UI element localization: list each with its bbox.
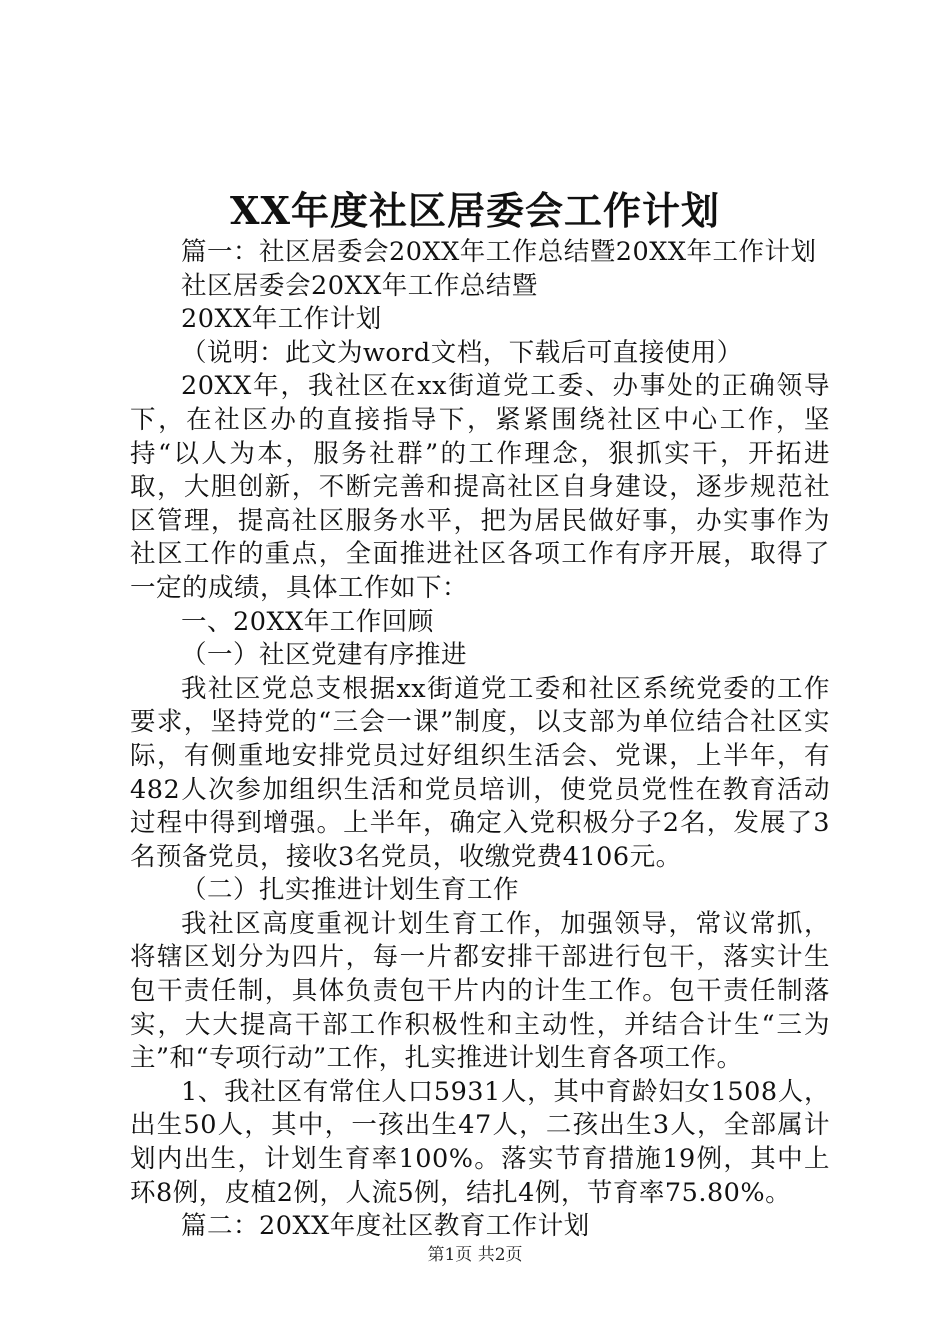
subsection-heading-family-planning: （二）扎实推进计划生育工作 <box>181 875 520 906</box>
document-body <box>130 236 830 1244</box>
section-heading-review: 一、20XX年工作回顾 <box>181 606 434 637</box>
paragraph-subtitle-line-2: 20XX年工作计划 <box>181 304 382 335</box>
paragraph-family-planning: 我社区高度重视计划生育工作，加强领导，常议常抓，将辖区划分为四片，每一片都安排干部进行包干，落实计生包干责任制，具体负责包干片内的计生工作。包干责任制落实，大大提高干部工作积极性和主动性，并结合计生“三为主”和“专项行动”工作，扎实推进计划生育各项工作。 <box>130 908 830 1074</box>
paragraph-intro: 20XX年，我社区在xx街道党工委、办事处的正确领导下，在社区办的直接指导下，紧紧围绕社区中心工作，坚持“以人为本，服务社群”的工作理念，狠抓实干，开拓进取，大胆创新，不断完善和提高社区自身建设，逐步规范社区管理，提高社区服务水平，把为居民做好事，办实事作为社区工作的重点，全面推进社区各项工作有序开展，取得了一定的成绩，具体工作如下： <box>130 371 830 603</box>
document-title: XX年度社区居委会工作计划 <box>230 188 720 233</box>
paragraph-part-one-heading: 篇一：社区居委会20XX年工作总结暨20XX年工作计划 <box>181 237 817 267</box>
paragraph-subtitle-line-1: 社区居委会20XX年工作总结暨 <box>181 270 538 301</box>
paragraph-party-work: 我社区党总支根据xx街道党工委和社区系统党委的工作要求，坚持党的“三会一课”制度，以支部为单位结合社区实际，有侧重地安排党员过好组织生活会、党课，上半年，有482人次参加组织生活和党员培训，使党员党性在教育活动过程中得到增强。上半年，确定入党积极分子2名，发展了3名预备党员，接收3名党员，收缴党费4106元。 <box>130 673 830 872</box>
page-footer: 第1页 共2页 <box>427 1245 523 1265</box>
subsection-heading-party: （一）社区党建有序推进 <box>181 640 468 671</box>
paragraph-note: （说明：此文为word文档，下载后可直接使用） <box>181 337 743 368</box>
paragraph-population-stats: 1、我社区有常住人口5931人，其中育龄妇女1508人，出生50人，其中，一孩出生47人，二孩出生3人，全部属计划内出生，计划生育率100%。落实节育措施19例，其中上环8例，皮植2例，人流5例，结扎4例，节育率75.80%。 <box>130 1076 830 1208</box>
paragraph-part-two-heading: 篇二：20XX年度社区教育工作计划 <box>181 1211 590 1242</box>
